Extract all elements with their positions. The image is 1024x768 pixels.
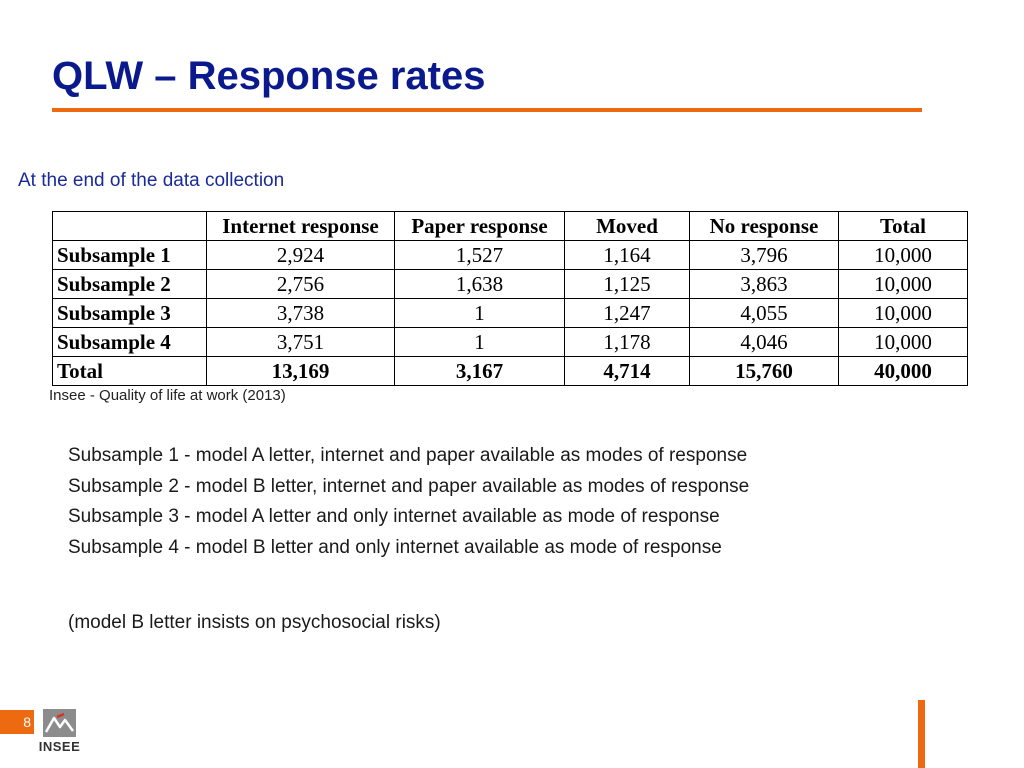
header-total: Total <box>839 212 968 241</box>
table-cell: 1 <box>395 299 565 328</box>
table-cell: 3,738 <box>207 299 395 328</box>
table-cell: 13,169 <box>207 357 395 386</box>
table-cell: 10,000 <box>839 241 968 270</box>
header-moved: Moved <box>565 212 690 241</box>
table-cell: 10,000 <box>839 328 968 357</box>
slide-subtitle: At the end of the data collection <box>18 170 285 191</box>
row-label: Total <box>53 357 207 386</box>
table-cell: 10,000 <box>839 299 968 328</box>
list-item: Subsample 4 - model B letter and only internet available as mode of response <box>68 536 722 558</box>
table-cell: 4,046 <box>690 328 839 357</box>
table-cell: 1,178 <box>565 328 690 357</box>
row-label: Subsample 4 <box>53 328 207 357</box>
title-underline <box>52 108 922 112</box>
table-cell: 15,760 <box>690 357 839 386</box>
insee-logo <box>37 707 82 757</box>
footnote: (model B letter insists on psychosocial risks) <box>68 612 441 633</box>
row-label: Subsample 2 <box>53 270 207 299</box>
table-total-row <box>53 357 968 386</box>
table-cell: 1,164 <box>565 241 690 270</box>
table-cell: 40,000 <box>839 357 968 386</box>
list-item: Subsample 3 - model A letter and only internet available as mode of response <box>68 506 720 527</box>
header-paper-response: Paper response <box>395 212 565 241</box>
header-cell-empty <box>53 212 207 241</box>
table-row <box>53 270 968 299</box>
list-item: Subsample 2 - model B letter, internet and paper available as modes of response <box>68 475 750 497</box>
header-no-response: No response <box>690 212 839 241</box>
table-cell: 1,527 <box>395 241 565 270</box>
list-item: Subsample 1 - model A letter, internet and paper available as modes of response <box>68 445 748 466</box>
table-cell: 1,638 <box>395 270 565 299</box>
table-cell: 1 <box>395 328 565 357</box>
table-row <box>53 299 968 328</box>
row-label: Subsample 1 <box>53 241 207 270</box>
insee-logo-icon <box>37 707 82 739</box>
response-rates-table <box>52 211 968 386</box>
table-cell: 2,756 <box>207 270 395 299</box>
table-cell: 3,167 <box>395 357 565 386</box>
accent-bar <box>918 700 925 768</box>
page-number: 8 <box>0 710 34 734</box>
table-cell: 3,796 <box>690 241 839 270</box>
table-row <box>53 241 968 270</box>
table-cell: 1,247 <box>565 299 690 328</box>
table-cell: 2,924 <box>207 241 395 270</box>
subsample-descriptions <box>68 441 749 563</box>
table-cell: 3,863 <box>690 270 839 299</box>
table-cell: 10,000 <box>839 270 968 299</box>
logo-text: INSEE <box>38 739 81 754</box>
table-cell: 1,125 <box>565 270 690 299</box>
row-label: Subsample 3 <box>53 299 207 328</box>
table-row <box>53 328 968 357</box>
table-cell: 3,751 <box>207 328 395 357</box>
table-header-row <box>53 212 968 241</box>
header-internet-response: Internet response <box>207 212 395 241</box>
table-source: Insee - Quality of life at work (2013) <box>49 387 286 404</box>
table-cell: 4,714 <box>565 357 690 386</box>
table-cell: 4,055 <box>690 299 839 328</box>
slide-title: QLW – Response rates <box>52 54 486 98</box>
